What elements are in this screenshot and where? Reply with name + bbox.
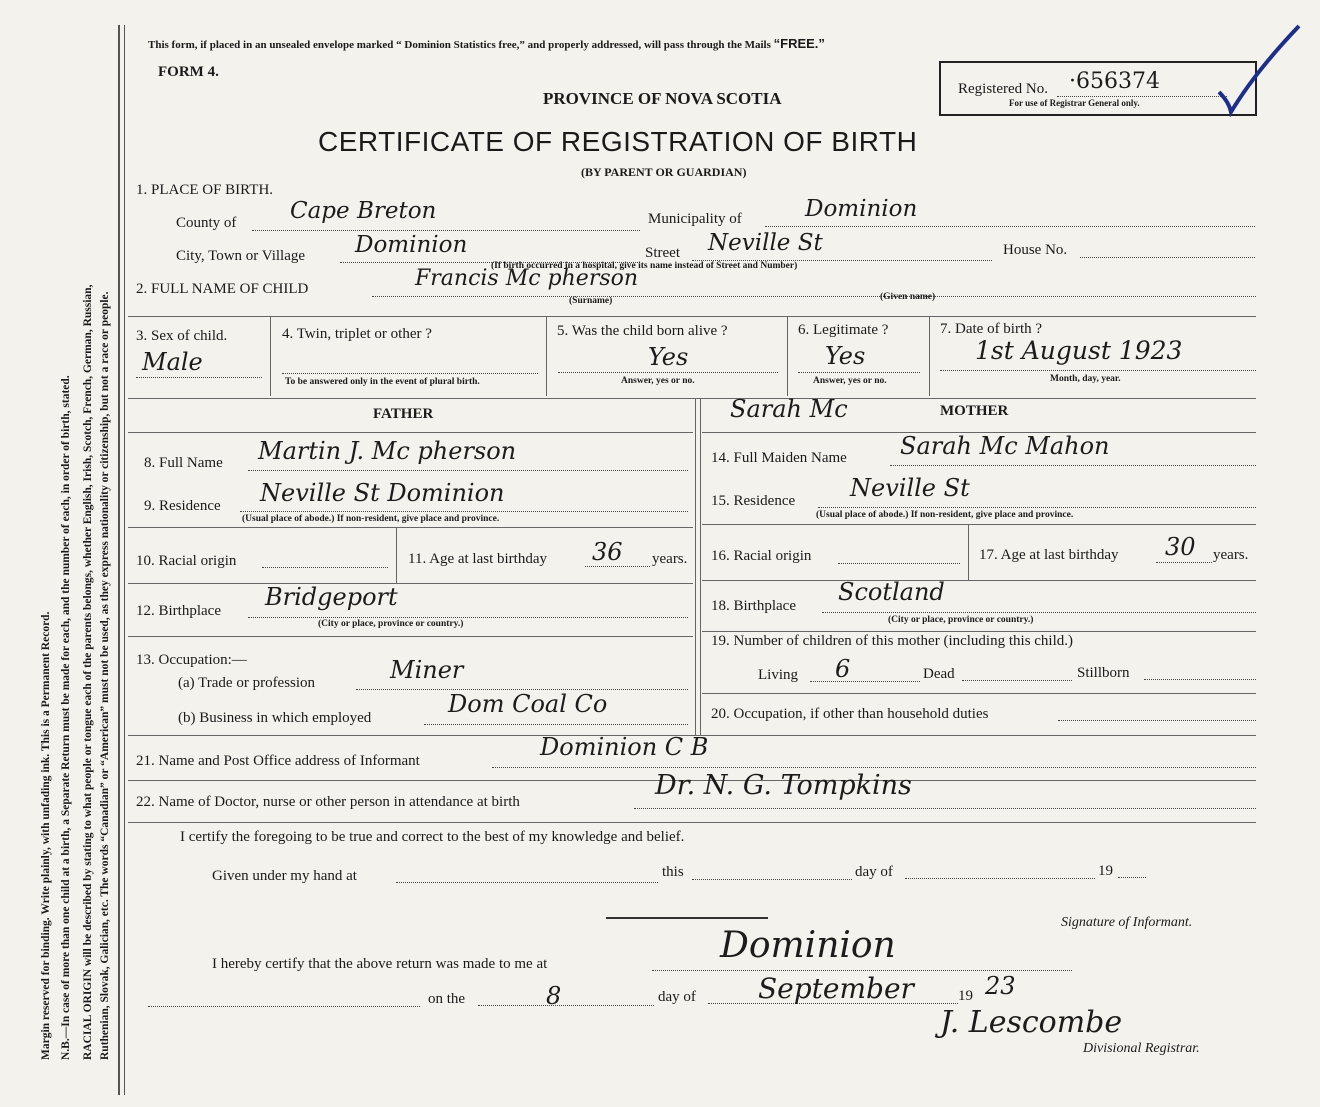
this-label: this: [662, 864, 684, 880]
page-subtitle: (BY PARENT OR GUARDIAN): [581, 165, 747, 179]
mother-children-label: 19. Number of children of this mother (including this child.): [711, 633, 1074, 649]
living-label: Living: [758, 667, 798, 683]
mother-residence-value: Neville St: [850, 474, 970, 502]
business-label: (b) Business in which employed: [178, 710, 372, 726]
father-name-value: Martin J. Mc pherson: [258, 437, 517, 465]
mother-birthplace-note: (City or place, province or country.): [888, 615, 1034, 625]
binding-rule: [118, 25, 120, 1095]
mother-residence-label: 15. Residence: [711, 493, 796, 509]
father-name-label: 8. Full Name: [144, 455, 223, 471]
informant-value: Dominion C B: [540, 733, 709, 761]
municipality-label: Municipality of: [648, 211, 742, 227]
informant-label: 21. Name and Post Office address of Informant: [136, 753, 420, 769]
dead-label: Dead: [923, 666, 955, 682]
dob-value: 1st August 1923: [975, 336, 1183, 365]
street-value: Neville St: [708, 230, 823, 256]
municipality-value: Dominion: [805, 196, 918, 222]
day-of-label: day of: [855, 864, 893, 880]
mother-age-value: 30: [1165, 533, 1196, 561]
informant-signature-label: Signature of Informant.: [1061, 915, 1193, 930]
given-label: Given under my hand at: [212, 868, 357, 884]
city-value: Dominion: [355, 232, 468, 258]
registered-box: [939, 61, 1257, 116]
registrar-note: For use of Registrar General only.: [1009, 98, 1140, 108]
mother-birthplace-label: 18. Birthplace: [711, 598, 796, 614]
father-residence-label: 9. Residence: [144, 498, 221, 514]
year-value: 23: [985, 972, 1016, 1000]
father-racial-label: 10. Racial origin: [136, 553, 237, 569]
month-day-of-label: day of: [658, 989, 696, 1005]
attendant-value: Dr. N. G. Tompkins: [655, 770, 912, 801]
registrar-signature: J. Lescombe: [940, 1005, 1123, 1040]
mother-birthplace-value: Scotland: [838, 578, 945, 606]
province-heading: PROVINCE OF NOVA SCOTIA: [543, 89, 782, 108]
father-occupation-label: 13. Occupation:—: [136, 652, 247, 668]
return-label: I hereby certify that the above return was made to me at: [212, 956, 548, 972]
binding-rule-thin: [124, 25, 125, 1095]
mother-racial-label: 16. Racial origin: [711, 548, 812, 564]
born-alive-note: Answer, yes or no.: [621, 376, 695, 386]
margin-note-3: RACIAL ORIGIN will be described by stating to what people or tongue each of the parents belongs, whether English, Irish, Scotch, French, German, Russian,: [82, 284, 94, 1060]
city-label: City, Town or Village: [176, 248, 306, 264]
trade-label: (a) Trade or profession: [178, 675, 316, 691]
father-birthplace-value: Bridgeport: [265, 583, 398, 611]
certify-text: I certify the foregoing to be true and correct to the best of my knowledge and belief.: [180, 829, 685, 845]
registered-label: Registered No.: [958, 81, 1048, 97]
page-title: CERTIFICATE OF REGISTRATION OF BIRTH: [318, 126, 918, 157]
place-of-birth-label: 1. PLACE OF BIRTH.: [136, 182, 274, 198]
born-alive-value: Yes: [648, 343, 689, 371]
registrar-label: Divisional Registrar.: [1083, 1041, 1200, 1056]
twin-note: To be answered only in the event of plural birth.: [285, 377, 480, 387]
attendant-label: 22. Name of Doctor, nurse or other person in attendance at birth: [136, 794, 520, 810]
child-name-label: 2. FULL NAME OF CHILD: [136, 281, 309, 297]
mother-name-label: 14. Full Maiden Name: [711, 450, 847, 466]
twin-label: 4. Twin, triplet or other ?: [282, 326, 432, 342]
county-label: County of: [176, 215, 237, 231]
dob-label: 7. Date of birth ?: [940, 321, 1043, 337]
mother-occupation-label: 20. Occupation, if other than household duties: [711, 706, 989, 722]
house-label: House No.: [1003, 242, 1068, 258]
margin-note-1: Margin reserved for binding. Write plainly, with unfading ink. This is a Permanent Record.: [40, 611, 52, 1060]
child-name-value: Francis Mc pherson: [415, 266, 639, 291]
dob-note: Month, day, year.: [1050, 374, 1121, 384]
mother-age-label: 17. Age at last birthday: [979, 547, 1119, 563]
business-value: Dom Coal Co: [448, 690, 608, 718]
street-label: Street: [645, 245, 680, 261]
month-value: September: [758, 972, 914, 1005]
county-value: Cape Breton: [290, 198, 437, 224]
check-mark-icon: [1215, 22, 1305, 117]
father-birthplace-label: 12. Birthplace: [136, 603, 221, 619]
mother-heading-handwritten: Sarah Mc: [730, 395, 848, 423]
mother-residence-note: (Usual place of abode.) If non-resident, give place and province.: [816, 510, 1074, 520]
mail-notice: This form, if placed in an unsealed envelope marked “ Dominion Statistics free,” and properly addressed, will pass through the Mails “FREE.”: [148, 36, 825, 51]
year-prefix-label: 19: [1098, 863, 1113, 879]
father-age-label: 11. Age at last birthday: [408, 551, 547, 567]
trade-value: Miner: [390, 656, 464, 684]
father-age-value: 36: [592, 538, 623, 566]
born-alive-label: 5. Was the child born alive ?: [557, 323, 728, 339]
mother-heading: MOTHER: [940, 403, 1009, 419]
on-the-label: on the: [428, 991, 466, 1007]
margin-note-2: N.B.—In case of more than one child at a birth, a Separate Return must be made for each, and the number of each, in order of birth, stated.: [60, 375, 72, 1060]
form-number: FORM 4.: [158, 64, 219, 80]
mother-name-value: Sarah Mc Mahon: [900, 432, 1110, 460]
given-name-note: (Given name): [880, 292, 936, 302]
hospital-note: (If birth occurred in a hospital, give its name instead of Street and Number): [491, 261, 798, 271]
on-the-value: 8: [546, 982, 562, 1010]
legitimate-note: Answer, yes or no.: [813, 376, 887, 386]
return-year-prefix: 19: [958, 988, 973, 1004]
legitimate-value: Yes: [825, 342, 866, 370]
father-years-label: years.: [652, 551, 688, 567]
stillborn-label: Stillborn: [1077, 665, 1130, 681]
surname-note: (Surname): [569, 296, 613, 306]
legitimate-label: 6. Legitimate ?: [798, 322, 889, 338]
margin-note-4: Ruthenian, Slovak, Galician, etc. The words “Canadian” or “American” must not be used, as they express nationality or citizenship, but not a race or people.: [99, 291, 111, 1060]
registered-number: ·656374: [1069, 69, 1160, 94]
living-value: 6: [835, 655, 851, 683]
father-residence-value: Neville St Dominion: [260, 479, 505, 507]
sex-label: 3. Sex of child.: [136, 328, 228, 344]
mother-years-label: years.: [1213, 547, 1249, 563]
sex-value: Male: [142, 348, 203, 376]
return-place-value: Dominion: [720, 925, 896, 966]
father-heading: FATHER: [373, 406, 434, 422]
father-birthplace-note: (City or place, province or country.): [318, 619, 464, 629]
father-residence-note: (Usual place of abode.) If non-resident, give place and province.: [242, 514, 500, 524]
